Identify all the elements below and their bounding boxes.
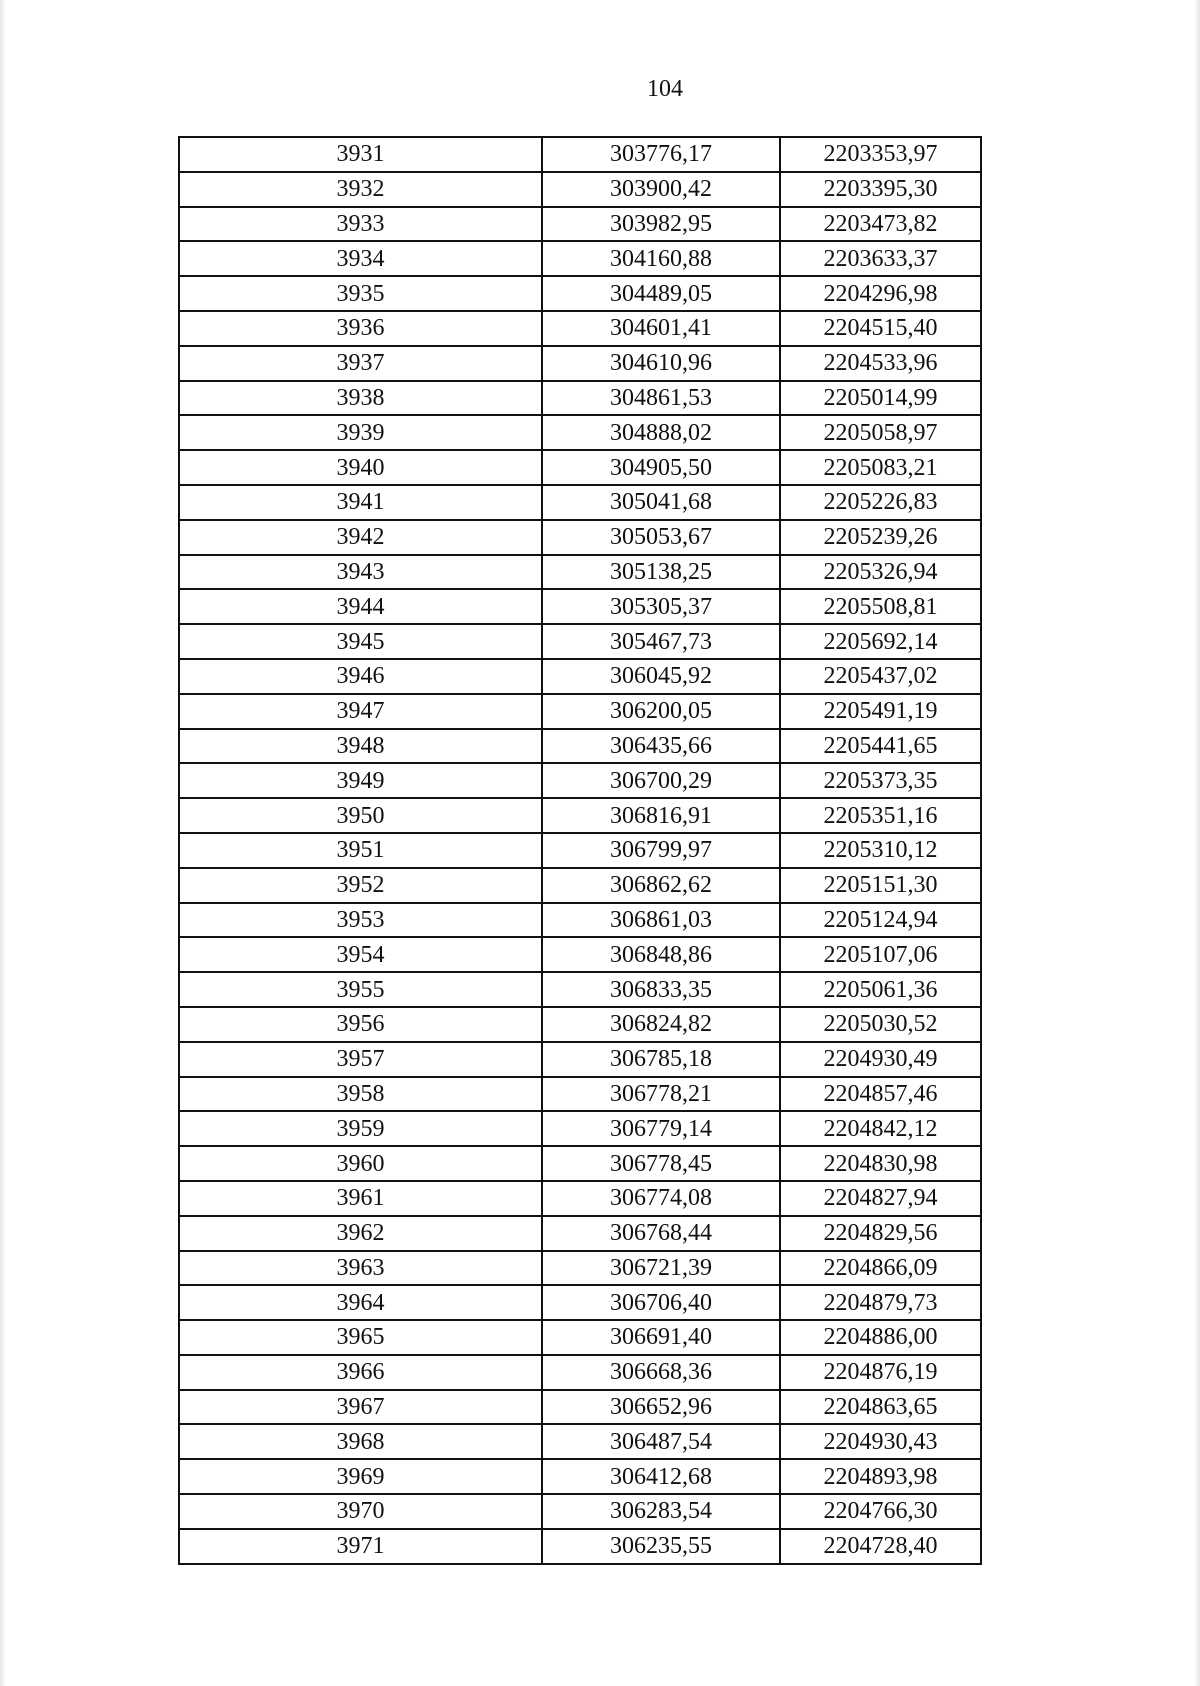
table-row — [179, 346, 981, 381]
x-coordinate-cell: 304601,41 — [542, 311, 780, 346]
x-coordinate-cell: 304610,96 — [542, 346, 780, 381]
point-number-cell: 3943 — [179, 555, 542, 590]
coordinates-table — [178, 136, 982, 1565]
point-number-cell: 3931 — [179, 137, 542, 172]
table-row — [179, 937, 981, 972]
x-coordinate-cell: 306768,44 — [542, 1216, 780, 1251]
point-number-cell: 3950 — [179, 798, 542, 833]
y-coordinate-cell: 2204930,49 — [780, 1042, 981, 1077]
point-number-cell: 3941 — [179, 485, 542, 520]
coordinates-table-body — [179, 137, 981, 1564]
x-coordinate-cell: 306721,39 — [542, 1251, 780, 1286]
table-row — [179, 868, 981, 903]
y-coordinate-cell: 2205107,06 — [780, 937, 981, 972]
x-coordinate-cell: 306235,55 — [542, 1529, 780, 1564]
x-coordinate-cell: 306200,05 — [542, 694, 780, 729]
point-number-cell: 3960 — [179, 1146, 542, 1181]
point-number-cell: 3934 — [179, 241, 542, 276]
y-coordinate-cell: 2205030,52 — [780, 1007, 981, 1042]
point-number-cell: 3963 — [179, 1251, 542, 1286]
x-coordinate-cell: 306778,45 — [542, 1146, 780, 1181]
x-coordinate-cell: 306700,29 — [542, 763, 780, 798]
table-row — [179, 624, 981, 659]
point-number-cell: 3955 — [179, 972, 542, 1007]
table-row — [179, 381, 981, 416]
x-coordinate-cell: 306045,92 — [542, 659, 780, 694]
x-coordinate-cell: 304905,50 — [542, 450, 780, 485]
y-coordinate-cell: 2205014,99 — [780, 381, 981, 416]
table-row — [179, 798, 981, 833]
table-row — [179, 763, 981, 798]
y-coordinate-cell: 2205151,30 — [780, 868, 981, 903]
y-coordinate-cell: 2204515,40 — [780, 311, 981, 346]
x-coordinate-cell: 304888,02 — [542, 415, 780, 450]
point-number-cell: 3937 — [179, 346, 542, 381]
y-coordinate-cell: 2205083,21 — [780, 450, 981, 485]
x-coordinate-cell: 306487,54 — [542, 1424, 780, 1459]
point-number-cell: 3964 — [179, 1285, 542, 1320]
x-coordinate-cell: 306412,68 — [542, 1459, 780, 1494]
table-row — [179, 311, 981, 346]
table-row — [179, 137, 981, 172]
y-coordinate-cell: 2205061,36 — [780, 972, 981, 1007]
table-row — [179, 1390, 981, 1425]
table-row — [179, 520, 981, 555]
x-coordinate-cell: 306799,97 — [542, 833, 780, 868]
x-coordinate-cell: 306668,36 — [542, 1355, 780, 1390]
point-number-cell: 3971 — [179, 1529, 542, 1564]
x-coordinate-cell: 306774,08 — [542, 1181, 780, 1216]
point-number-cell: 3933 — [179, 207, 542, 242]
point-number-cell: 3967 — [179, 1390, 542, 1425]
point-number-cell: 3956 — [179, 1007, 542, 1042]
x-coordinate-cell: 305041,68 — [542, 485, 780, 520]
point-number-cell: 3946 — [179, 659, 542, 694]
point-number-cell: 3945 — [179, 624, 542, 659]
x-coordinate-cell: 304489,05 — [542, 276, 780, 311]
point-number-cell: 3952 — [179, 868, 542, 903]
y-coordinate-cell: 2205491,19 — [780, 694, 981, 729]
x-coordinate-cell: 306778,21 — [542, 1077, 780, 1112]
point-number-cell: 3948 — [179, 729, 542, 764]
table-row — [179, 903, 981, 938]
y-coordinate-cell: 2203633,37 — [780, 241, 981, 276]
y-coordinate-cell: 2205437,02 — [780, 659, 981, 694]
point-number-cell: 3966 — [179, 1355, 542, 1390]
y-coordinate-cell: 2205226,83 — [780, 485, 981, 520]
x-coordinate-cell: 303982,95 — [542, 207, 780, 242]
x-coordinate-cell: 306652,96 — [542, 1390, 780, 1425]
y-coordinate-cell: 2203353,97 — [780, 137, 981, 172]
point-number-cell: 3961 — [179, 1181, 542, 1216]
table-row — [179, 1459, 981, 1494]
y-coordinate-cell: 2204830,98 — [780, 1146, 981, 1181]
table-row — [179, 1216, 981, 1251]
table-row — [179, 1146, 981, 1181]
point-number-cell: 3969 — [179, 1459, 542, 1494]
table-row — [179, 833, 981, 868]
x-coordinate-cell: 305467,73 — [542, 624, 780, 659]
y-coordinate-cell: 2204533,96 — [780, 346, 981, 381]
table-row — [179, 729, 981, 764]
y-coordinate-cell: 2205326,94 — [780, 555, 981, 590]
point-number-cell: 3959 — [179, 1111, 542, 1146]
y-coordinate-cell: 2204842,12 — [780, 1111, 981, 1146]
point-number-cell: 3936 — [179, 311, 542, 346]
y-coordinate-cell: 2204930,43 — [780, 1424, 981, 1459]
y-coordinate-cell: 2204866,09 — [780, 1251, 981, 1286]
y-coordinate-cell: 2205692,14 — [780, 624, 981, 659]
table-row — [179, 450, 981, 485]
point-number-cell: 3953 — [179, 903, 542, 938]
table-row — [179, 276, 981, 311]
table-row — [179, 694, 981, 729]
table-row — [179, 555, 981, 590]
y-coordinate-cell: 2205239,26 — [780, 520, 981, 555]
x-coordinate-cell: 306861,03 — [542, 903, 780, 938]
table-row — [179, 172, 981, 207]
table-row — [179, 1077, 981, 1112]
point-number-cell: 3944 — [179, 589, 542, 624]
y-coordinate-cell: 2204728,40 — [780, 1529, 981, 1564]
point-number-cell: 3932 — [179, 172, 542, 207]
table-row — [179, 1007, 981, 1042]
x-coordinate-cell: 306706,40 — [542, 1285, 780, 1320]
point-number-cell: 3939 — [179, 415, 542, 450]
point-number-cell: 3938 — [179, 381, 542, 416]
y-coordinate-cell: 2204766,30 — [780, 1494, 981, 1529]
x-coordinate-cell: 306862,62 — [542, 868, 780, 903]
x-coordinate-cell: 306816,91 — [542, 798, 780, 833]
y-coordinate-cell: 2205058,97 — [780, 415, 981, 450]
table-row — [179, 972, 981, 1007]
table-row — [179, 1355, 981, 1390]
table-row — [179, 1529, 981, 1564]
table-row — [179, 1494, 981, 1529]
x-coordinate-cell: 303776,17 — [542, 137, 780, 172]
table-row — [179, 1111, 981, 1146]
y-coordinate-cell: 2204886,00 — [780, 1320, 981, 1355]
x-coordinate-cell: 304861,53 — [542, 381, 780, 416]
table-row — [179, 485, 981, 520]
x-coordinate-cell: 303900,42 — [542, 172, 780, 207]
y-coordinate-cell: 2204876,19 — [780, 1355, 981, 1390]
y-coordinate-cell: 2204879,73 — [780, 1285, 981, 1320]
point-number-cell: 3970 — [179, 1494, 542, 1529]
point-number-cell: 3958 — [179, 1077, 542, 1112]
table-row — [179, 207, 981, 242]
x-coordinate-cell: 305053,67 — [542, 520, 780, 555]
point-number-cell: 3947 — [179, 694, 542, 729]
point-number-cell: 3957 — [179, 1042, 542, 1077]
point-number-cell: 3968 — [179, 1424, 542, 1459]
table-row — [179, 1251, 981, 1286]
x-coordinate-cell: 306283,54 — [542, 1494, 780, 1529]
point-number-cell: 3942 — [179, 520, 542, 555]
table-row — [179, 1320, 981, 1355]
x-coordinate-cell: 306833,35 — [542, 972, 780, 1007]
scan-edge-right — [1194, 0, 1200, 1686]
table-row — [179, 659, 981, 694]
y-coordinate-cell: 2204857,46 — [780, 1077, 981, 1112]
scan-edge-left — [0, 0, 6, 1686]
x-coordinate-cell: 306785,18 — [542, 1042, 780, 1077]
table-row — [179, 589, 981, 624]
x-coordinate-cell: 306779,14 — [542, 1111, 780, 1146]
point-number-cell: 3940 — [179, 450, 542, 485]
y-coordinate-cell: 2205373,35 — [780, 763, 981, 798]
page-number: 104 — [647, 76, 683, 102]
y-coordinate-cell: 2204893,98 — [780, 1459, 981, 1494]
point-number-cell: 3949 — [179, 763, 542, 798]
x-coordinate-cell: 305305,37 — [542, 589, 780, 624]
point-number-cell: 3954 — [179, 937, 542, 972]
y-coordinate-cell: 2204296,98 — [780, 276, 981, 311]
y-coordinate-cell: 2203395,30 — [780, 172, 981, 207]
point-number-cell: 3962 — [179, 1216, 542, 1251]
y-coordinate-cell: 2205124,94 — [780, 903, 981, 938]
x-coordinate-cell: 305138,25 — [542, 555, 780, 590]
x-coordinate-cell: 304160,88 — [542, 241, 780, 276]
y-coordinate-cell: 2203473,82 — [780, 207, 981, 242]
x-coordinate-cell: 306848,86 — [542, 937, 780, 972]
y-coordinate-cell: 2205351,16 — [780, 798, 981, 833]
point-number-cell: 3951 — [179, 833, 542, 868]
y-coordinate-cell: 2204863,65 — [780, 1390, 981, 1425]
point-number-cell: 3935 — [179, 276, 542, 311]
y-coordinate-cell: 2205441,65 — [780, 729, 981, 764]
x-coordinate-cell: 306691,40 — [542, 1320, 780, 1355]
table-row — [179, 1424, 981, 1459]
y-coordinate-cell: 2204829,56 — [780, 1216, 981, 1251]
x-coordinate-cell: 306824,82 — [542, 1007, 780, 1042]
y-coordinate-cell: 2205310,12 — [780, 833, 981, 868]
table-row — [179, 1042, 981, 1077]
y-coordinate-cell: 2205508,81 — [780, 589, 981, 624]
point-number-cell: 3965 — [179, 1320, 542, 1355]
x-coordinate-cell: 306435,66 — [542, 729, 780, 764]
y-coordinate-cell: 2204827,94 — [780, 1181, 981, 1216]
table-row — [179, 241, 981, 276]
table-row — [179, 415, 981, 450]
table-row — [179, 1181, 981, 1216]
table-row — [179, 1285, 981, 1320]
